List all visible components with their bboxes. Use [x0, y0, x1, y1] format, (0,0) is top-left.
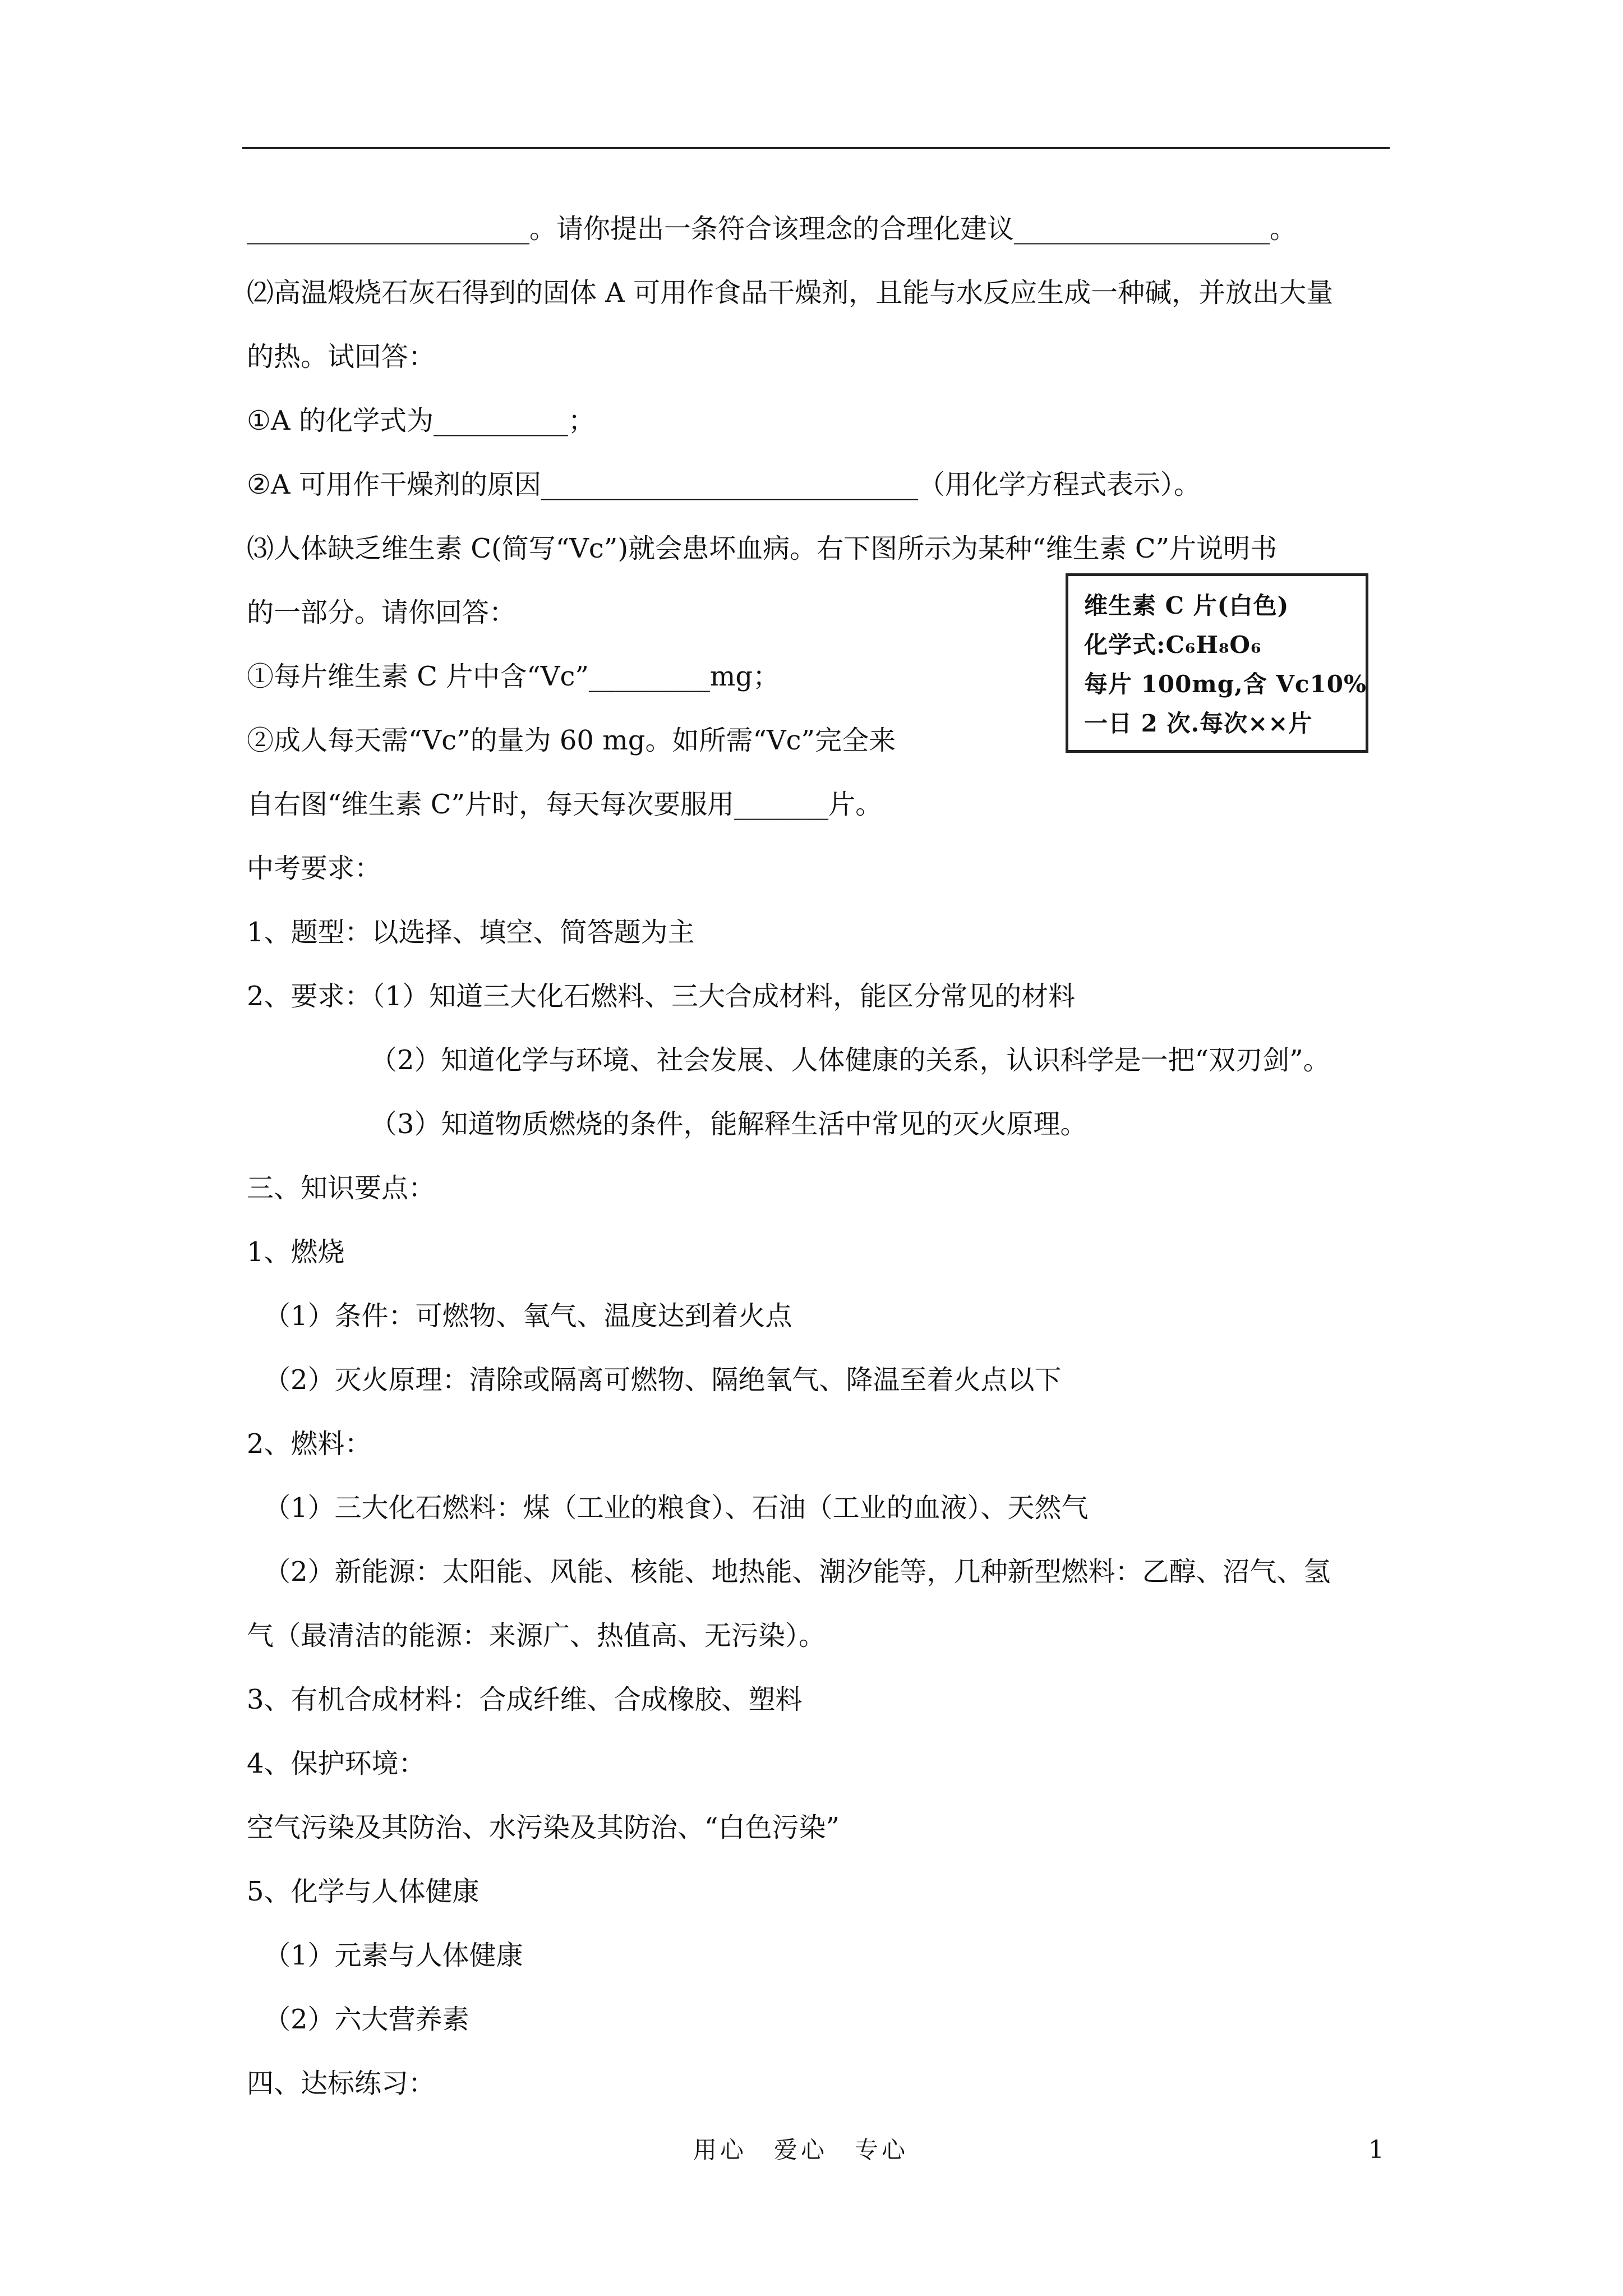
text-line: 1、燃烧: [247, 1236, 345, 1268]
text-line: （2）灭火原理：清除或隔离可燃物、隔绝氧气、降温至着火点以下: [264, 1364, 1062, 1396]
footer-motto: 用心 爱心 专心: [693, 2136, 909, 2164]
text-line: （2）六大营养素: [264, 2004, 469, 2035]
text-line: ①A 的化学式为__________；: [247, 405, 595, 436]
text-line: （2）新能源：太阳能、风能、核能、地热能、潮汐能等，几种新型燃料：乙醇、沼气、氢: [264, 1556, 1331, 1588]
text-line: ⑶人体缺乏维生素 C(简写“Vc”)就会患坏血病。右下图所示为某种“维生素 C”片说明书: [247, 533, 1278, 564]
text-line: 2、燃料：: [247, 1428, 372, 1460]
text-line: （2）知道化学与环境、社会发展、人体健康的关系，认识科学是一把“双刃剑”。: [370, 1045, 1330, 1076]
text-line: 空气污染及其防治、水污染及其防治、“白色污染”: [247, 1812, 840, 1843]
text-line: 1、题型：以选择、填空、简答题为主: [247, 917, 695, 948]
text-line: ①每片维生素 C 片中含“Vc”_________mg；: [247, 661, 780, 692]
vitamin-c-label-box: [1066, 573, 1368, 753]
label-line-dosage: 一日 2 次.每次××片: [1084, 710, 1313, 737]
text-line: ②成人每天需“Vc”的量为 60 mg。如所需“Vc”完全来: [247, 725, 896, 756]
text-line: 的热。试回答：: [247, 341, 436, 372]
text-line: ②A 可用作干燥剂的原因____________________________（用化学方程式表示）。: [247, 469, 1201, 500]
label-line-formula: 化学式:C₆H₈O₆: [1084, 631, 1262, 659]
label-line-content: 每片 100mg,含 Vc10%: [1084, 670, 1367, 698]
text-line: 5、化学与人体健康: [247, 1876, 479, 1907]
header-rule: [242, 147, 1390, 149]
text-line: 四、达标练习：: [247, 2068, 436, 2099]
text-line: 中考要求：: [247, 853, 382, 884]
text-line: （1）条件：可燃物、氧气、温度达到着火点: [264, 1300, 792, 1332]
text-line: ⑵高温煅烧石灰石得到的固体 A 可用作食品干燥剂，且能与水反应生成一种碱，并放出大量: [247, 277, 1334, 309]
text-line: 气（最清洁的能源：来源广、热值高、无污染）。: [247, 1620, 826, 1651]
text-line: （1）三大化石燃料：煤（工业的粮食）、石油（工业的血液）、天然气: [264, 1492, 1089, 1524]
text-line: 3、有机合成材料：合成纤维、合成橡胶、塑料: [247, 1684, 803, 1715]
text-line: 三、知识要点：: [247, 1172, 436, 1204]
text-line: 4、保护环境：: [247, 1748, 426, 1779]
text-line: 自右图“维生素 C”片时，每天每次要服用_______片。: [247, 789, 883, 820]
text-line: 2、要求：（1）知道三大化石燃料、三大合成材料，能区分常见的材料: [247, 981, 1076, 1012]
page-number: 1: [1368, 2136, 1384, 2164]
text-line: _____________________。请你提出一条符合该理念的合理化建议___________________。: [247, 213, 1297, 245]
label-line-name: 维生素 C 片(白色): [1084, 592, 1289, 619]
text-line: （1）元素与人体健康: [264, 1940, 523, 1971]
text-line: （3）知道物质燃烧的条件，能解释生活中常见的灭火原理。: [370, 1108, 1087, 1140]
text-line: 的一部分。请你回答：: [247, 597, 517, 628]
